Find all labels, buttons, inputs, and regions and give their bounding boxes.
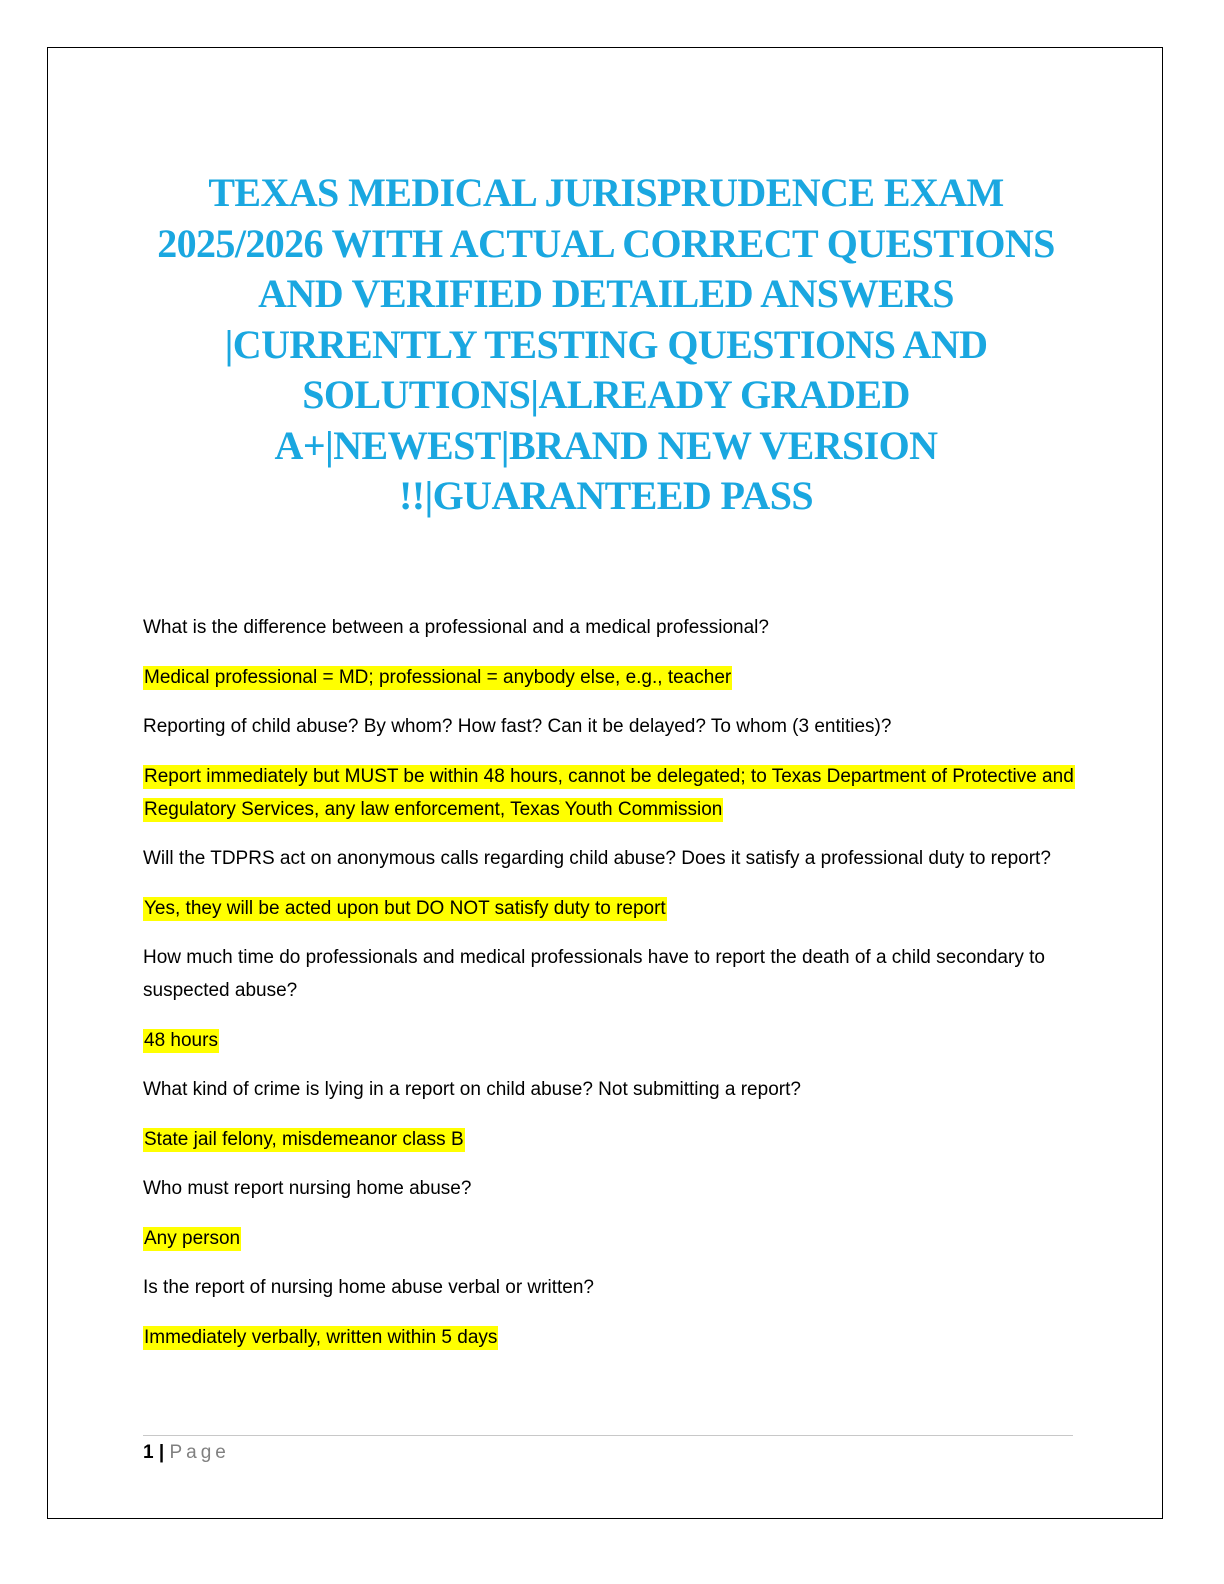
page-footer bbox=[143, 1440, 230, 1466]
answer-4-text: 48 hours bbox=[144, 1029, 218, 1051]
answer-7-text: Immediately verbally, written within 5 days bbox=[144, 1326, 498, 1348]
footer-divider bbox=[143, 1435, 1073, 1436]
question-6: Who must report nursing home abuse? bbox=[143, 1178, 472, 1199]
answer-1 bbox=[143, 661, 1083, 694]
question-3: Will the TDPRS act on anonymous calls regarding child abuse? Does it satisfy a professional duty to report? bbox=[143, 848, 1051, 869]
answer-3-text: Yes, they will be acted upon but DO NOT satisfy duty to report bbox=[144, 897, 666, 919]
page-label: Page bbox=[169, 1442, 230, 1463]
answer-1-text: Medical professional = MD; professional = anybody else, e.g., teacher bbox=[144, 666, 732, 688]
answer-2-text: Report immediately but MUST be within 48 hours, cannot be delegated; to Texas Department of Protective and Regulatory Services, any law enforcement, Texas Youth Commission bbox=[144, 765, 1074, 820]
answer-3 bbox=[143, 892, 1083, 925]
answer-2 bbox=[143, 760, 1083, 826]
answer-5-text: State jail felony, misdemeanor class B bbox=[144, 1128, 464, 1150]
answer-6 bbox=[143, 1222, 1083, 1255]
question-1: What is the difference between a professional and a medical professional? bbox=[143, 617, 769, 638]
question-7: Is the report of nursing home abuse verbal or written? bbox=[143, 1277, 594, 1298]
answer-7 bbox=[143, 1321, 1083, 1354]
document-title: TEXAS MEDICAL JURISPRUDENCE EXAM 2025/2026 WITH ACTUAL CORRECT QUESTIONS AND VERIFIED DETAILED ANSWERS |CURRENTLY TESTING QUESTIONS AND SOLUTIONS|ALREADY GRADED A+|NEWEST|BRAND NEW VERSION !!|GUARANTEED PASS bbox=[157, 170, 1055, 518]
answer-6-text: Any person bbox=[144, 1227, 241, 1249]
question-5: What kind of crime is lying in a report on child abuse? Not submitting a report? bbox=[143, 1079, 801, 1100]
footer-separator: | bbox=[158, 1442, 165, 1463]
question-2: Reporting of child abuse? By whom? How fast? Can it be delayed? To whom (3 entities)? bbox=[143, 716, 892, 737]
answer-5 bbox=[143, 1123, 1083, 1156]
answer-4 bbox=[143, 1024, 1083, 1057]
page-number: 1 bbox=[143, 1442, 154, 1463]
qa-list bbox=[143, 611, 1083, 1370]
question-4: How much time do professionals and medical professionals have to report the death of a child secondary to suspected abuse? bbox=[143, 947, 1045, 1001]
